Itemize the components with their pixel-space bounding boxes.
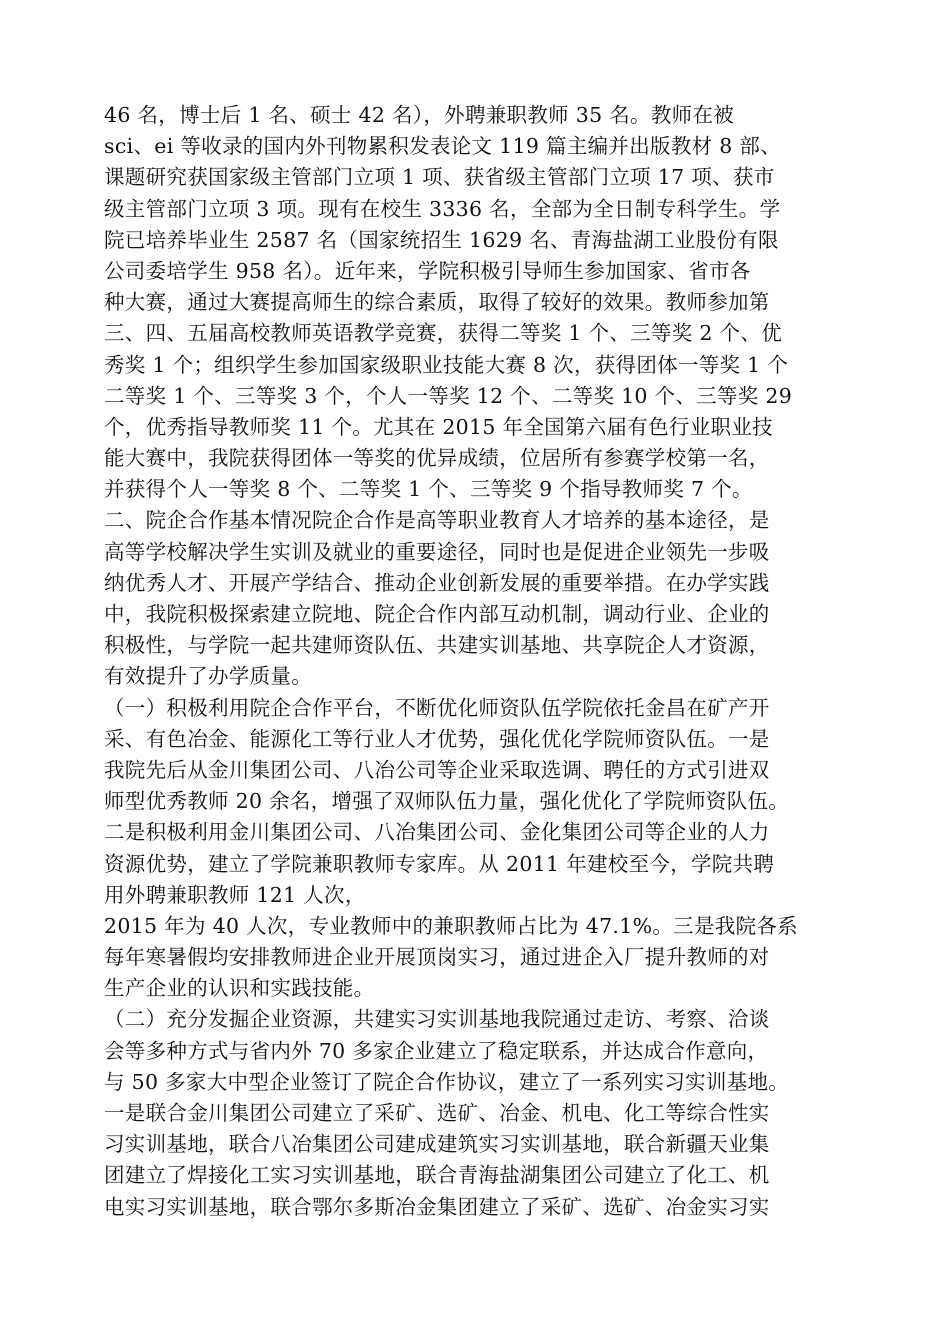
text-line: 2015 年为 40 人次，专业教师中的兼职教师占比为 47.1%。三是我院各系 xyxy=(104,913,798,938)
text-line: 高等学校解决学生实训及就业的重要途径，同时也是促进企业领先一步吸 xyxy=(104,539,770,564)
text-line: 资源优势，建立了学院兼职教师专家库。从 2011 年建校至今，学院共聘 xyxy=(104,851,775,876)
text-line: 二、院企合作基本情况院企合作是高等职业教育人才培养的基本途径，是 xyxy=(104,508,770,533)
text-line: 个，优秀指导教师奖 11 个。尤其在 2015 年全国第六届有色行业职业技 xyxy=(104,414,773,439)
text-line: 用外聘兼职教师 121 人次， xyxy=(104,882,366,907)
text-line: 每年寒暑假均安排教师进企业开展顶岗实习，通过进企入厂提升教师的对 xyxy=(104,945,770,970)
document-body xyxy=(104,100,856,1223)
text-line: 二等奖 1 个、三等奖 3 个，个人一等奖 12 个、二等奖 10 个、三等奖 29 xyxy=(104,383,793,408)
text-line: 种大赛，通过大赛提高师生的综合素质，取得了较好的效果。教师参加第 xyxy=(104,290,770,315)
text-line: 46 名，博士后 1 名、硕士 42 名），外聘兼职教师 35 名。教师在被 xyxy=(104,103,735,127)
text-line: 能大赛中，我院获得团体一等奖的优异成绩，位居所有参赛学校第一名， xyxy=(104,446,770,471)
text-line: 与 50 多家大中型企业签订了院企合作协议，建立了一系列实习实训基地。 xyxy=(104,1069,790,1094)
text-line: 中，我院积极探索建立院地、院企合作内部互动机制，调动行业、企业的 xyxy=(104,602,770,626)
text-line: 采、有色冶金、能源化工等行业人才优势，强化优化学院师资队伍。一是 xyxy=(104,726,770,751)
text-line: 公司委培学生 958 名）。近年来，学院积极引导师生参加国家、省市各 xyxy=(104,258,751,283)
text-line: 并获得个人一等奖 8 个、二等奖 1 个、三等奖 9 个指导教师奖 7 个。 xyxy=(104,477,753,502)
text-line: 有效提升了办学质量。 xyxy=(104,664,312,689)
text-line: 二是积极利用金川集团公司、八冶集团公司、金化集团公司等企业的人力 xyxy=(104,820,770,845)
text-line: 三、四、五届高校教师英语教学竞赛，获得二等奖 1 个、三等奖 2 个、优 xyxy=(104,321,782,346)
text-line: 电实习实训基地，联合鄂尔多斯冶金集团建立了采矿、选矿、冶金实习实 xyxy=(104,1194,770,1219)
text-line: 积极性，与学院一起共建师资队伍、共建实训基地、共享院企人才资源， xyxy=(104,633,770,658)
text-line: 团建立了焊接化工实习实训基地，联合青海盐湖集团公司建立了化工、机 xyxy=(104,1163,770,1188)
text-line: 院已培养毕业生 2587 名（国家统招生 1629 名、青海盐湖工业股份有限 xyxy=(104,227,779,252)
text-line: （一）积极利用院企合作平台，不断优化师资队伍学院依托金昌在矿产开 xyxy=(104,695,770,720)
text-line: （二）充分发掘企业资源，共建实习实训基地我院通过走访、考察、洽谈 xyxy=(104,1007,770,1032)
text-line: 会等多种方式与省内外 70 多家企业建立了稳定联系，并达成合作意向， xyxy=(104,1038,769,1063)
text-line: sci、ei 等收录的国内外刊物累积发表论文 119 篇主编并出版教材 8 部、 xyxy=(104,134,781,159)
text-line: 生产企业的认识和实践技能。 xyxy=(104,976,375,1001)
text-line: 课题研究获国家级主管部门立项 1 项、获省级主管部门立项 17 项、获市 xyxy=(104,165,775,190)
text-line: 级主管部门立项 3 项。现有在校生 3336 名，全部为全日制专科学生。学 xyxy=(104,196,781,221)
text-line: 秀奖 1 个；组织学生参加国家级职业技能大赛 8 次，获得团体一等奖 1 个 xyxy=(104,352,789,377)
text-line: 师型优秀教师 20 余名，增强了双师队伍力量，强化优化了学院师资队伍。 xyxy=(104,789,790,814)
text-line: 我院先后从金川集团公司、八冶公司等企业采取选调、聘任的方式引进双 xyxy=(104,757,770,782)
text-line: 一是联合金川集团公司建立了采矿、选矿、冶金、机电、化工等综合性实 xyxy=(104,1101,770,1125)
text-line: 习实训基地，联合八冶集团公司建成建筑实习实训基地，联合新疆天业集 xyxy=(104,1132,770,1157)
text-line: 纳优秀人才、开展产学结合、推动企业创新发展的重要举措。在办学实践 xyxy=(104,570,770,595)
